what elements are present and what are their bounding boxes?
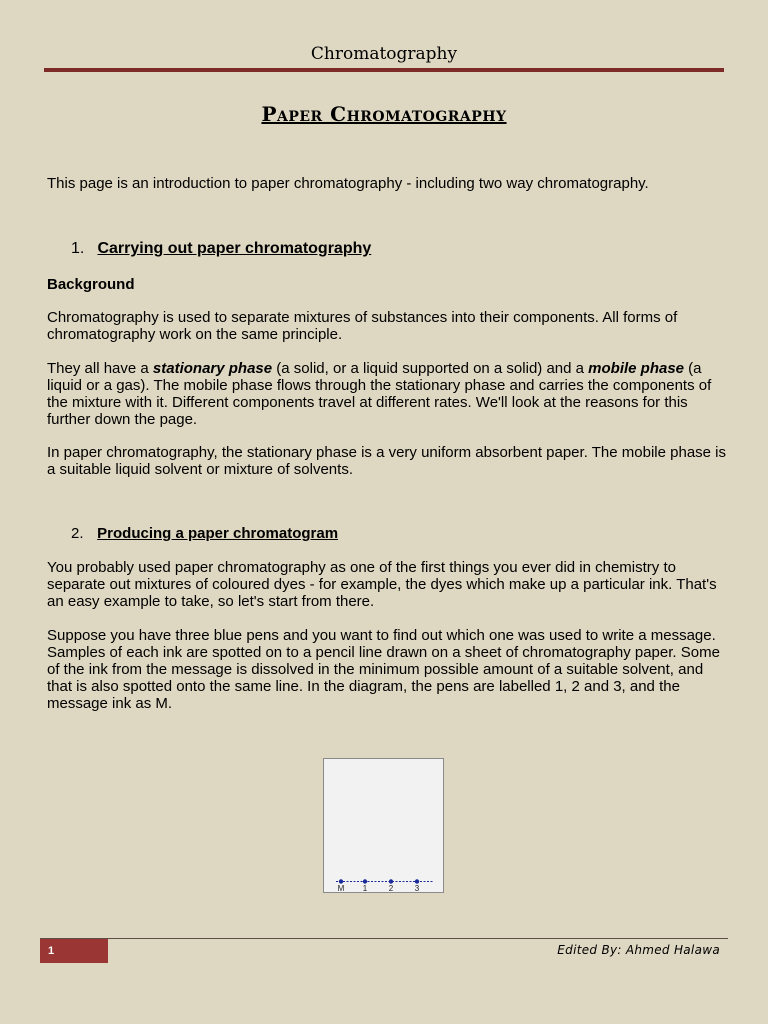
spot-label-3: 3 [414,884,420,893]
spot-label-1: 1 [362,884,368,893]
section-2-paragraph-2: Suppose you have three blue pens and you want to find out which one was used to write a message. Samples of each ink are spotted on to a pencil line drawn on a sheet of chromatography paper. Some of the ink from the message is dissolved in the minimum possible amount of a suitable solvent, and that is also spotted onto the same line. In the diagram, the pens are labelled 1, 2 and 3, and the message ink as M. [47,627,720,712]
section-2-heading [71,525,338,542]
chromatogram-svg [324,759,445,894]
background-subheading: Background [47,276,135,293]
section-1-heading [71,240,371,258]
intro-paragraph: This page is an introduction to paper chromatography - including two way chromatography. [47,175,649,192]
section-2-title: Producing a paper chromatogram [97,525,339,542]
header-rule [44,68,724,72]
section-1-paragraph-1: Chromatography is used to separate mixtures of substances into their components. All forms of chromatography work on the same principle. [47,309,678,343]
section-1-paragraph-3: In paper chromatography, the stationary phase is a very uniform absorbent paper. The mobile phase is a suitable liquid solvent or mixture of solvents. [47,444,726,478]
section-2-number: 2. [71,525,84,542]
running-title: Chromatography [310,44,458,64]
section-2-paragraph-1: You probably used paper chromatography as one of the first things you ever did in chemistry to separate out mixtures of coloured dyes - for example, the dyes which make up a particular ink. That's an easy example to take, so let's start from there. [47,559,717,610]
p2-text-after: (a liquid or a gas). The mobile phase flows through the stationary phase and carries the components of the mixture with it. Different components travel at different rates. We'll look at the reasons for this further down the page. [47,360,712,428]
page-number: 1 [40,939,108,963]
document-title: Paper Chromatography [261,102,507,126]
p2-text-middle: (a solid, or a liquid supported on a solid) and a [272,360,589,377]
section-1-paragraph-2 [47,360,727,428]
spot-label-2: 2 [388,884,394,893]
footer-rule [40,938,728,939]
spot-label-m: M [337,884,345,893]
p2-text-before: They all have a [47,360,153,377]
chromatography-paper-diagram [323,758,444,893]
editor-credit: Edited By: Ahmed Halawa [557,943,720,957]
stationary-phase-term: stationary phase [152,360,273,377]
section-1-title: Carrying out paper chromatography [97,240,372,257]
mobile-phase-term: mobile phase [588,360,685,377]
section-1-number: 1. [71,240,85,257]
